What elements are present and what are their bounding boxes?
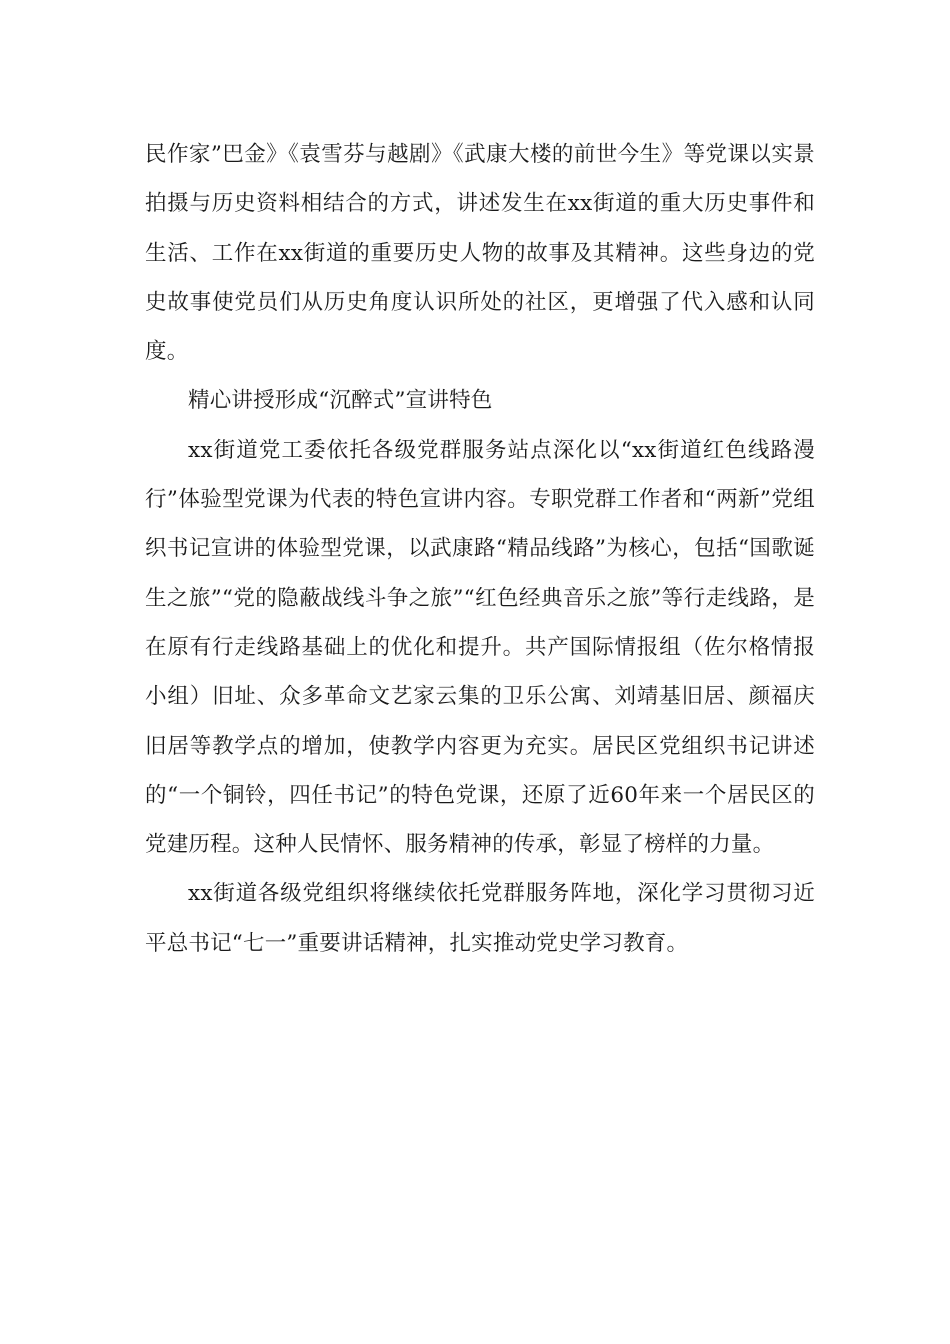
document-body xyxy=(145,130,815,968)
paragraph-2: xx街道党工委依托各级党群服务站点深化以“xx街道红色线路漫行”体验型党课为代表的特色宣讲内容。专职党群工作者和“两新”党组织书记宣讲的体验型党课，以武康路“精品线路”为核心，包括“国歌诞生之旅”“党的隐蔽战线斗争之旅”“红色经典音乐之旅”等行走线路，是在原有行走线路基础上的优化和提升。共产国际情报组（佐尔格情报小组）旧址、众多革命文艺家云集的卫乐公寓、刘靖基旧居、颜福庆旧居等教学点的增加，使教学内容更为充实。居民区党组织书记讲述的“一个铜铃，四任书记”的特色党课，还原了近60年来一个居民区的党建历程。这种人民情怀、服务精神的传承，彰显了榜样的力量。 xyxy=(145,437,815,858)
section-heading: 精心讲授形成“沉醉式”宣讲特色 xyxy=(188,388,493,414)
paragraph-1: 民作家”巴金》《袁雪芬与越剧》《武康大楼的前世今生》等党课以实景拍摄与历史资料相结合的方式，讲述发生在xx街道的重大历史事件和生活、工作在xx街道的重要历史人物的故事及其精神。这些身边的党史故事使党员们从历史角度认识所处的社区，更增强了代入感和认同度。 xyxy=(145,142,815,365)
paragraph-3: xx街道各级党组织将继续依托党群服务阵地，深化学习贯彻习近平总书记“七一”重要讲话精神，扎实推动党史学习教育。 xyxy=(145,881,815,956)
